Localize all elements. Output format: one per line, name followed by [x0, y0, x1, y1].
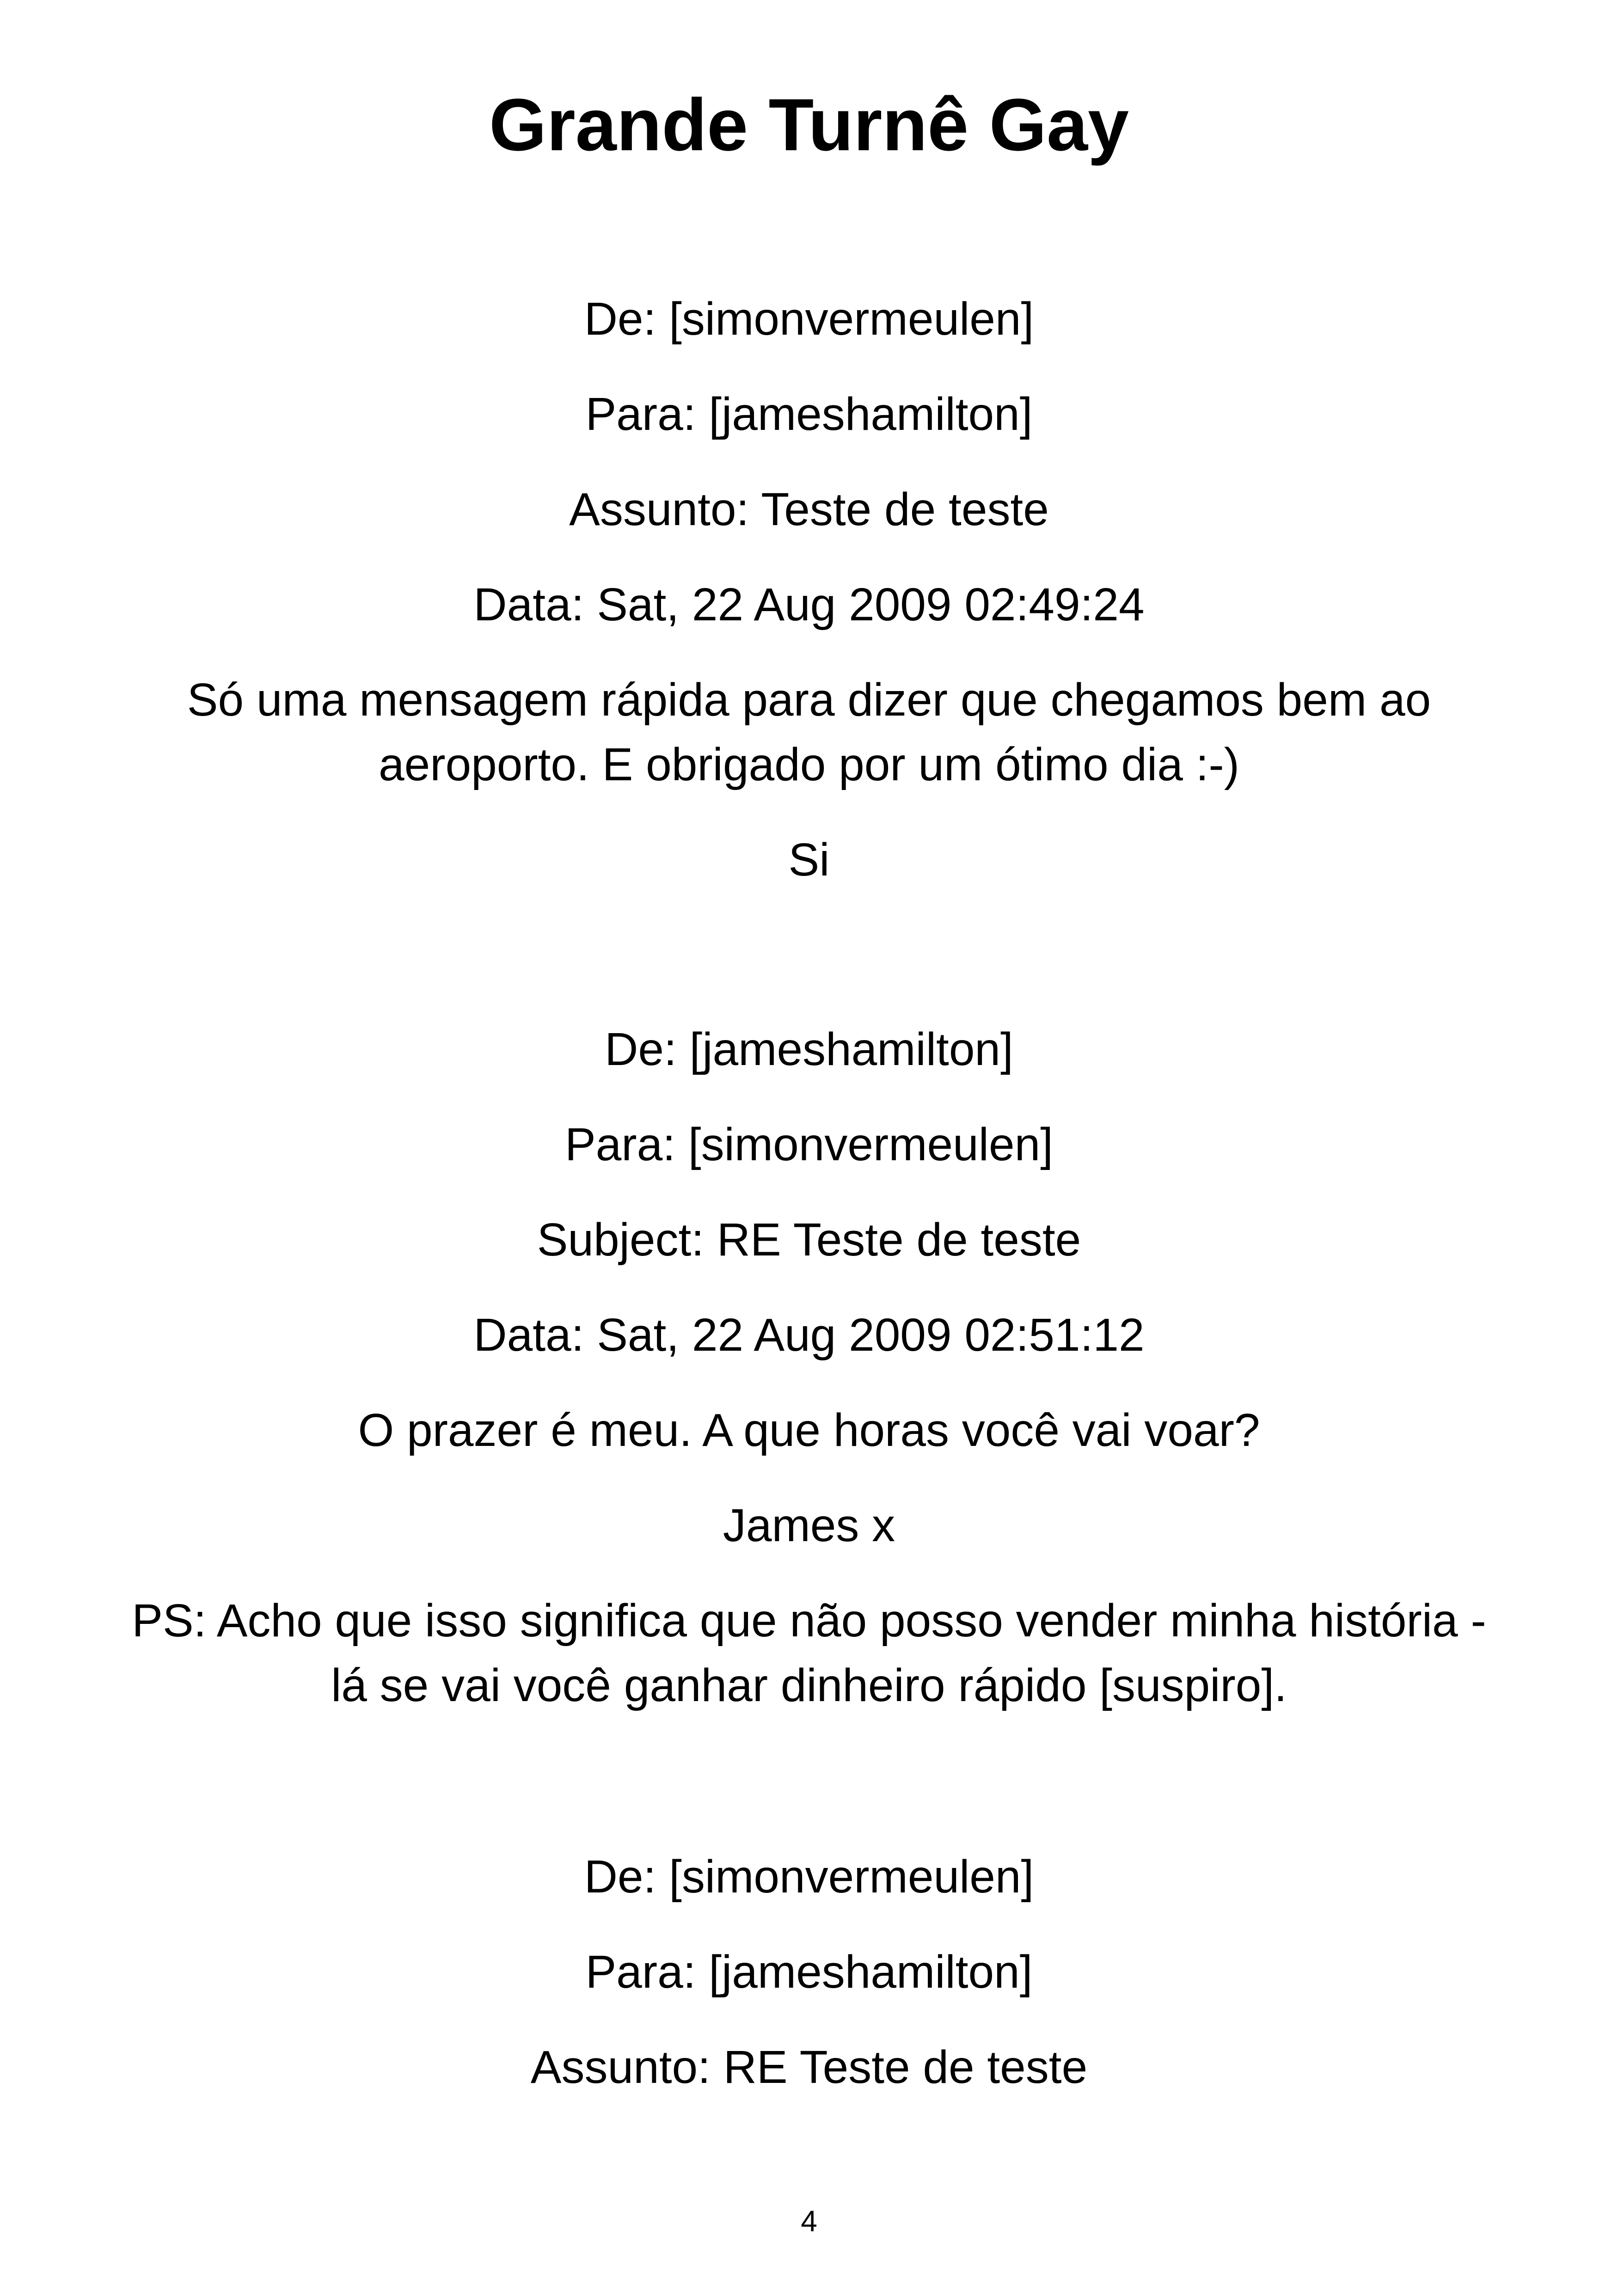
email-2-ps-line: PS: Acho que isso significa que não posso vender minha história - [132, 1595, 1486, 1647]
email-1-date: Data: Sat, 22 Aug 2009 02:49:24 [473, 579, 1145, 631]
email-2-to: Para: [simonvermeulen] [564, 1119, 1053, 1170]
email-2-ps [92, 1588, 1526, 1718]
email-2-from: De: [jameshamilton] [605, 1023, 1013, 1075]
email-1-signature: Si [788, 834, 830, 886]
email-2-ps-line: lá se vai você ganhar dinheiro rápido [suspiro]. [331, 1659, 1287, 1711]
email-1-subject: Assunto: Teste de teste [569, 484, 1049, 535]
email-1-body-line: Só uma mensagem rápida para dizer que chegamos bem ao [187, 674, 1431, 726]
page-number: 4 [801, 2204, 817, 2238]
email-1-body [92, 667, 1526, 797]
document-title: Grande Turnê Gay [489, 83, 1129, 166]
email-3-to: Para: [jameshamilton] [585, 1946, 1033, 1998]
email-1-body-line: aeroporto. E obrigado por um ótimo dia :-) [378, 739, 1240, 790]
email-1-to: Para: [jameshamilton] [585, 388, 1033, 440]
email-2-date: Data: Sat, 22 Aug 2009 02:51:12 [473, 1309, 1145, 1361]
email-3-from: De: [simonvermeulen] [584, 1851, 1034, 1903]
email-1-from: De: [simonvermeulen] [584, 293, 1034, 345]
email-2-signature: James x [723, 1500, 895, 1551]
email-2-subject: Subject: RE Teste de teste [537, 1214, 1081, 1266]
email-3-subject: Assunto: RE Teste de teste [530, 2041, 1088, 2093]
email-2-body: O prazer é meu. A que horas você vai voar? [358, 1404, 1260, 1456]
